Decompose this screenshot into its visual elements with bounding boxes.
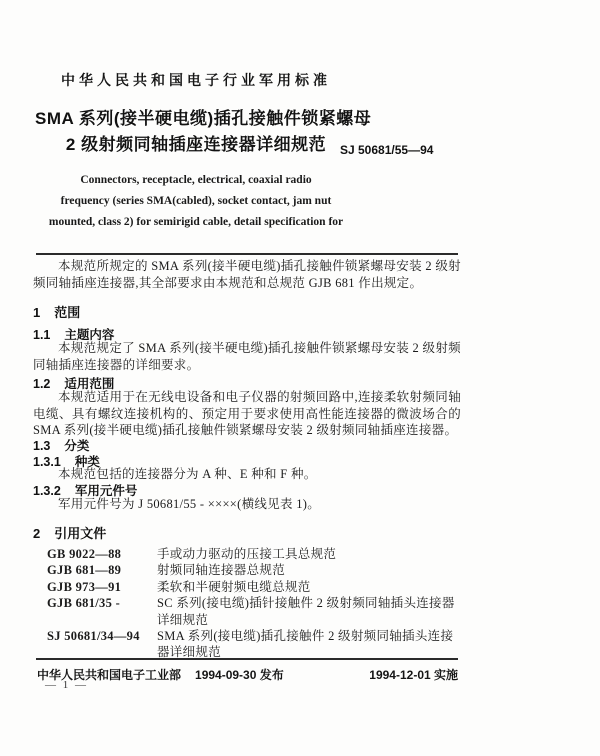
footer-implement-date: 1994-12-01 实施 — [369, 668, 458, 682]
intro-paragraph: 本规范所规定的 SMA 系列(接半硬电缆)插孔接触件锁紧螺母安装 2 级射频同轴插座连接器,其全部要求由本规范和总规范 GJB 681 作出规定。 — [33, 259, 461, 290]
section-1-2-body-block — [33, 389, 461, 439]
section-2-title: 引用文件 — [54, 526, 107, 541]
section-1-1-body-block — [33, 340, 461, 373]
section-1-3-2-title: 军用元件号 — [74, 484, 138, 498]
top-divider-line — [36, 253, 458, 255]
document-title-line2: 2 级射频同轴插座连接器详细规范 — [65, 135, 327, 154]
reference-code: GB 9022—88 — [47, 547, 122, 561]
reference-title: 手或动力驱动的压接工具总规范 — [157, 547, 337, 561]
section-1-number: 1 — [33, 305, 41, 320]
footer-release-date: 1994-09-30 发布 — [195, 668, 284, 682]
bottom-divider-line — [36, 658, 458, 660]
section-1-3-2-body: 军用元件号为 J 50681/55 - ××××(横线见表 1)。 — [58, 497, 321, 511]
section-1-2-body: 本规范适用于在无线电设备和电子仪器的射频回路中,连接柔软射频同轴电缆、具有螺纹连接机构的、预定用于要求使用高性能连接器的微波场合的 SMA 系列(接半硬电缆)插孔接触件锁紧螺母安装 2 级射频同轴插座连接器。 — [33, 390, 461, 437]
title-column — [35, 0, 372, 233]
footer — [37, 666, 458, 683]
section-1-3-1-body: 本规范包括的连接器分为 A 种、E 种和 F 种。 — [58, 467, 317, 481]
intro-paragraph-block — [33, 258, 461, 291]
section-1-3-number: 1.3 — [33, 439, 51, 453]
reference-title: SC 系列(接电缆)插针接触件 2 级射频同轴插头连接器详细规范 — [157, 596, 455, 627]
section-2-heading — [33, 523, 461, 542]
reference-code: SJ 50681/34—94 — [47, 629, 140, 644]
english-title-line2: frequency (series SMA(cabled), socket contact, jam nut — [60, 195, 332, 207]
reference-code: GJB 681/35 - — [47, 596, 121, 611]
standard-number: SJ 50681/55—94 — [340, 143, 434, 157]
reference-code: GJB 973—91 — [47, 579, 122, 594]
english-title — [35, 170, 357, 233]
section-1-3-2-body-block — [33, 496, 461, 513]
section-1-1-title: 主题内容 — [64, 328, 115, 342]
section-1-2-number: 1.2 — [33, 377, 51, 391]
section-2-number: 2 — [33, 526, 41, 541]
reference-title: 柔软和半硬射频电缆总规范 — [157, 579, 311, 594]
section-1-3-title: 分类 — [64, 439, 90, 453]
section-1-2-title: 适用范围 — [64, 377, 115, 391]
english-title-line3: mounted, class 2) for semirigid cable, detail specification for — [48, 216, 344, 228]
reference-row — [47, 628, 461, 661]
section-1-heading — [33, 302, 461, 321]
document-title-line1: SMA 系列(接半硬电缆)插孔接触件锁紧螺母 — [35, 109, 372, 128]
reference-title: SMA 系列(接电缆)插孔接触件 2 级射频同轴插头连接器详细规范 — [157, 629, 454, 660]
section-1-title: 范围 — [54, 305, 81, 320]
reference-row — [47, 562, 461, 578]
reference-row — [47, 546, 461, 562]
reference-row — [47, 595, 461, 628]
section-1-3-1-title: 种类 — [74, 455, 100, 469]
english-title-line1: Connectors, receptacle, electrical, coaxial radio — [80, 174, 312, 186]
section-1-1-body: 本规范规定了 SMA 系列(接半硬电缆)插孔接触件锁紧螺母安装 2 级射频同轴插座连接器的详细要求。 — [33, 341, 461, 372]
section-1-3-1-number: 1.3.1 — [33, 455, 61, 469]
section-1-3-2-number: 1.3.2 — [33, 484, 61, 498]
standard-category-header: 中华人民共和国电子行业军用标准 — [61, 72, 331, 88]
footer-publisher: 中华人民共和国电子工业部 — [37, 668, 182, 682]
section-1-1-number: 1.1 — [33, 328, 51, 342]
reference-list — [47, 546, 461, 661]
page-number: — 1 — — [45, 679, 88, 691]
reference-code: GJB 681—89 — [47, 563, 122, 578]
reference-title: 射频同轴连接器总规范 — [157, 563, 286, 578]
reference-row — [47, 579, 461, 595]
